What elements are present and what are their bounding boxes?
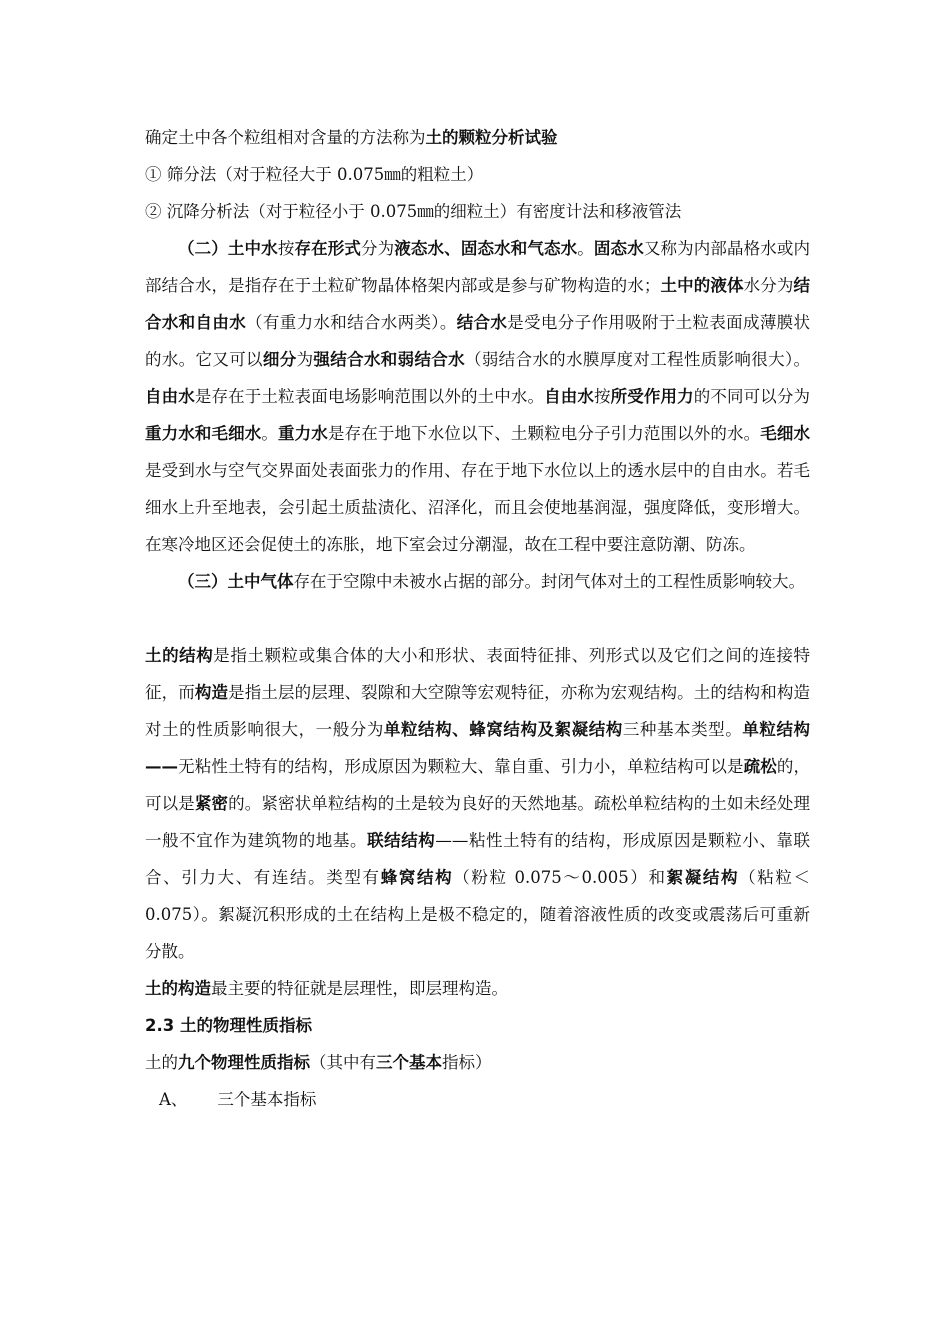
soil-gas-paragraph: （三）土中气体存在于空隙中未被水占据的部分。封闭气体对土的工程性质影响较大。 <box>178 572 805 591</box>
soil-structure-paragraph: 土的结构是指土颗粒或集合体的大小和形状、表面特征排、列形式以及它们之间的连接特征，而构造是指土层的层理、裂隙和大空隙等宏观特征，亦称为宏观结构。土的结构和构造对土的性质影响很大，一般分为单粒结构、蜂窝结构及絮凝结构三种基本类型。单粒结构——无粘性土特有的结构，形成原因为颗粒大、靠自重、引力小，单粒结构可以是疏松的，可以是紧密的。紧密状单粒结构的土是较为良好的天然地基。疏松单粒结构的土如未经处理一般不宜作为建筑物的地基。联结结构——粘性土特有的结构，形成原因是颗粒小、靠联合、引力大、有连结。类型有蜂窝结构（粉粒 0.075～0.005）和絮凝结构（粘粒＜0.075）。絮凝沉积形成的土在结构上是极不稳定的，随着溶液性质的改变或震荡后可重新分散。 <box>145 646 811 961</box>
document-body <box>145 119 810 1118</box>
blank-line <box>145 600 810 637</box>
soil-texture-paragraph: 土的构造最主要的特征就是层理性，即层理构造。 <box>145 979 508 998</box>
list-item-sedimentation: ② 沉降分析法（对于粒径小于 0.075㎜的细粒土）有密度计法和移液管法 <box>145 202 682 221</box>
section-heading: 2.3 土的物理性质指标 <box>145 1016 312 1035</box>
intro-paragraph: 确定土中各个粒组相对含量的方法称为土的颗粒分析试验 <box>145 128 558 147</box>
indices-paragraph: 土的九个物理性质指标（其中有三个基本指标） <box>145 1053 492 1072</box>
sub-item <box>145 1081 810 1118</box>
bold-term: 土的颗粒分析试验 <box>425 128 558 147</box>
sub-item-text: 三个基本指标 <box>217 1090 317 1109</box>
sub-item-label: A、 <box>159 1090 188 1109</box>
list-item-sieve: ① 筛分法（对于粒径大于 0.075㎜的粗粒土） <box>145 165 484 184</box>
soil-water-paragraph: （二）土中水按存在形式分为液态水、固态水和气态水。固态水又称为内部晶格水或内部结合水，是指存在于土粒矿物晶体格架内部或是参与矿物构造的水；土中的液体水分为结合水和自由水（有重力水和结合水两类）。结合水是受电分子作用吸附于土粒表面成薄膜状的水。它又可以细分为强结合水和弱结合水（弱结合水的水膜厚度对工程性质影响很大）。自由水是存在于土粒表面电场影响范围以外的土中水。自由水按所受作用力的不同可以分为重力水和毛细水。重力水是存在于地下水位以下、土颗粒电分子引力范围以外的水。毛细水是受到水与空气交界面处表面张力的作用、存在于地下水位以上的透水层中的自由水。若毛细水上升至地表，会引起土质盐渍化、沼泽化，而且会使地基润湿，强度降低，变形增大。在寒冷地区还会促使土的冻胀，地下室会过分潮湿，故在工程中要注意防潮、防冻。 <box>145 239 811 554</box>
